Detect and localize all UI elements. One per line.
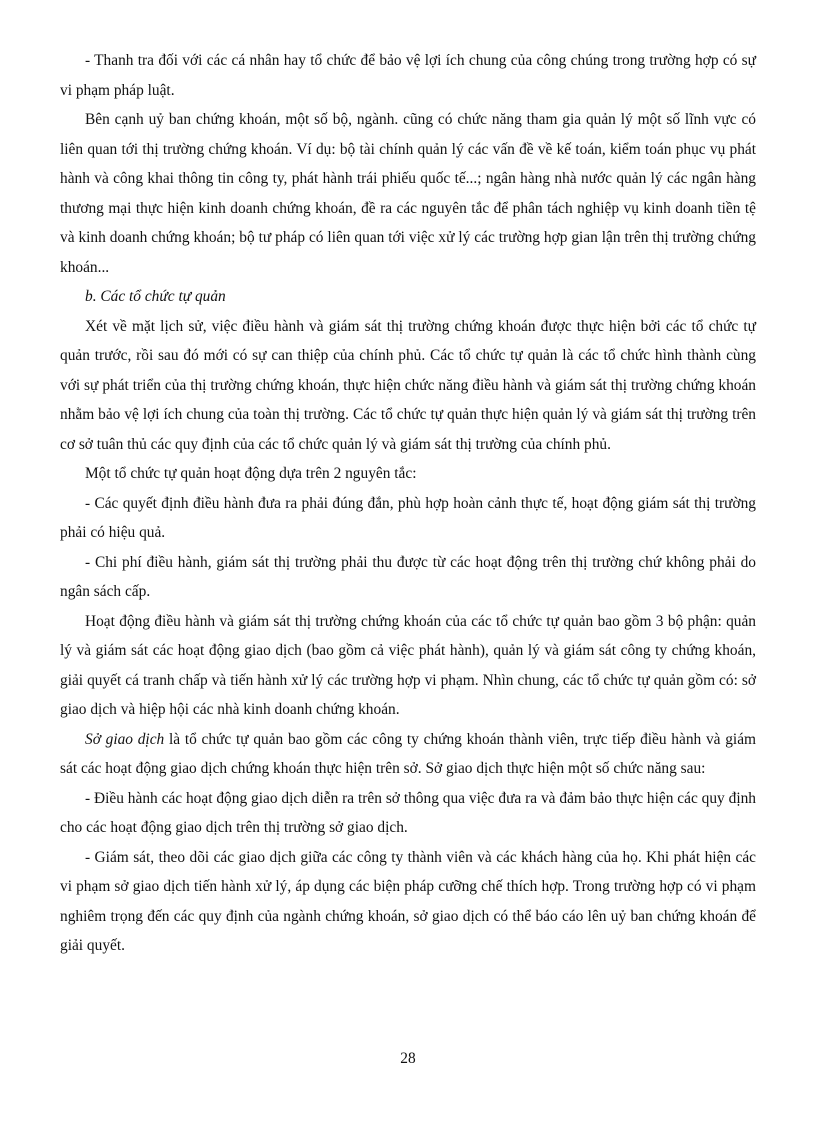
paragraph-history: Xét về mặt lịch sử, việc điều hành và giám sát thị trường chứng khoán được thực hiện bởi các tổ chức tự quản trước, rồi sau đó mới có sự can thiệp của chính phủ. Các tổ chức tự quản là các tổ chức hình thành cùng với sự phát triển của thị trường chứng khoán, thực hiện chức năng điều hành và giám sát thị trường chứng khoán nhằm bảo vệ lợi ích chung của toàn thị trường. Các tổ chức tự quản thực hiện quản lý và giám sát thị trường trên cơ sở tuân thủ các quy định của các tổ chức quản lý và giám sát thị trường của chính phủ. (60, 317, 756, 453)
paragraph-function-1: - Điều hành các hoạt động giao dịch diễn ra trên sở thông qua việc đưa ra và đảm bảo thực hiện các quy định cho các hoạt động giao dịch trên thị trường sở giao dịch. (60, 789, 756, 836)
paragraph-activities: Hoạt động điều hành và giám sát thị trường chứng khoán của các tổ chức tự quản bao gồm 3 bộ phận: quản lý và giám sát các hoạt động giao dịch (bao gồm cả việc phát hành), quản lý và giám sát công ty chứng khoán, giải quyết cá tranh chấp và tiến hành xử lý các trường hợp vi phạm. Nhìn chung, các tổ chức tự quản gồm có: sở giao dịch và hiệp hội các nhà kinh doanh chứng khoán. (60, 612, 756, 718)
paragraph-stock-exchange (60, 725, 756, 784)
paragraph-principles-intro: Một tổ chức tự quản hoạt động dựa trên 2 nguyên tắc: (85, 465, 417, 482)
page-number: 28 (400, 1050, 416, 1067)
paragraph-ministries: Bên cạnh uỷ ban chứng khoán, một số bộ, ngành. cũng có chức năng tham gia quản lý một số lĩnh vực có liên quan tới thị trường chứng khoán. Ví dụ: bộ tài chính quản lý các vấn đề về kế toán, kiểm toán phục vụ phát hành và công khai thông tin công ty, phát hành trái phiếu quốc tế...; ngân hàng nhà nước quản lý các ngân hàng thương mại thực hiện kinh doanh chứng khoán, đề ra các nguyên tắc để phân tách nghiệp vụ kinh doanh tiền tệ và kinh doanh chứng khoán; bộ tư pháp có liên quan tới việc xử lý các trường hợp gian lận trên thị trường chứng khoán... (60, 111, 756, 276)
paragraph-principle-1: - Các quyết định điều hành đưa ra phải đúng đắn, phù hợp hoàn cảnh thực tế, hoạt động giám sát thị trường phải có hiệu quả. (60, 494, 756, 541)
term-stock-exchange: Sở giao dịch (85, 730, 165, 748)
paragraph-stock-exchange-text: là tổ chức tự quản bao gồm các công ty chứng khoán thành viên, trực tiếp điều hành và giám sát các hoạt động giao dịch chứng khoán thực hiện trên sở. Sở giao dịch thực hiện một số chức năng sau: (60, 730, 756, 777)
paragraph-inspection: - Thanh tra đối với các cá nhân hay tổ chức để bảo vệ lợi ích chung của công chúng trong trường hợp có sự vi phạm pháp luật. (60, 52, 756, 99)
document-body (60, 46, 756, 961)
paragraph-principle-2: - Chi phí điều hành, giám sát thị trường phải thu được từ các hoạt động trên thị trường chứ không phải do ngân sách cấp. (60, 553, 756, 600)
section-heading-self-regulatory: b. Các tổ chức tự quản (85, 288, 226, 305)
paragraph-function-2: - Giám sát, theo dõi các giao dịch giữa các công ty thành viên và các khách hàng của họ. Khi phát hiện các vi phạm sở giao dịch tiến hành xử lý, áp dụng các biện pháp cưỡng chế thích hợp. Trong trường hợp có vi phạm nghiêm trọng đến các quy định của ngành chứng khoán, sở giao dịch có thể báo cáo lên uỷ ban chứng khoán để giải quyết. (60, 848, 756, 954)
